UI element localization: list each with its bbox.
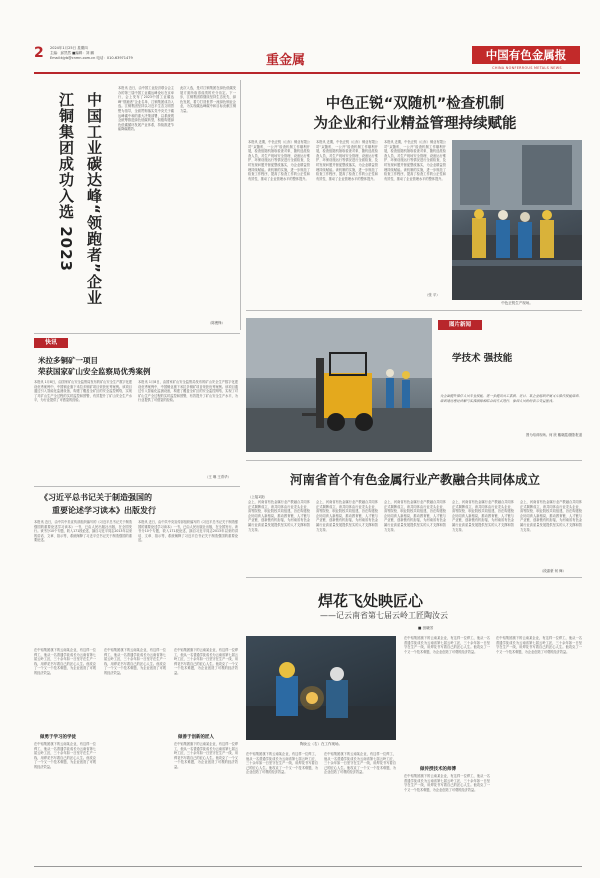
- henan-text-col4: 会上，河南省有色金属行业产教融合共同体正式揭牌成立，该共同体由行业龙头企业、高等院校、职业院校共同组建，旨在构建校企协同育人新格局，推动教育链、人才链与产业链、创新链有机衔接，为河南省有色金属行业高质量发展提供坚实的人才支撑和智力支持。: [452, 500, 514, 532]
- pic-news-title: 学技术 强技能: [452, 353, 513, 364]
- henan-text-col3: 会上，河南省有色金属行业产教融合共同体正式揭牌成立，该共同体由行业龙头企业、高等院校、职业院校共同组建，旨在构建校企协同育人新格局，推动教育链、人才链与产业链、创新链有机衔接，为河南省有色金属行业高质量发展提供坚实的人才支撑和智力支持。: [384, 500, 446, 532]
- yunnan-heading-3: 做传授技术的师傅: [420, 767, 456, 772]
- yunnan-heading-1: 做勇于学习的学徒: [40, 735, 76, 740]
- book-title-1: 《习近平总书记关于制造强国的: [40, 493, 152, 502]
- masthead-info: [50, 46, 160, 61]
- yunnan-subtitle: ——记云南省第七届云岭工匠陶汝云: [320, 611, 448, 620]
- main-article-photo: [452, 140, 582, 300]
- pic-news-caption: 为全面提升操作人员专业技能，进一步提高员工素质，近日，某企业组织开展叉车操作技能培训，培训通过理论讲解与实操演练相结合的方式进行，参训人员纷纷表示受益匪浅。: [440, 394, 582, 403]
- left-article-title-2: 江铜集团成功入选 2023: [57, 92, 75, 272]
- brief-credit: （王 琳 王青华）: [205, 475, 231, 479]
- yunnan-text-col5: 在中铝集团旗下的云南某企业，有这样一位焊工，他从一名普通学徒成长为云南省第七届云岭工匠，三十余年如一日坚守在生产一线，用焊花书写着自己的匠心人生。他攻克了一个又一个技术难题，为企业创造了可观的经济效益。: [324, 752, 396, 775]
- yunnan-text-col1b: 在中铝集团旗下的云南某企业，有这样一位焊工，他从一名普通学徒成长为云南省第七届云岭工匠，三十余年如一日坚守在生产一线，用焊花书写着自己的匠心人生。他攻克了一个又一个技术难题，为企业创造了可观的经济效益。: [34, 742, 96, 769]
- editor-line: 主编：邱然然 ■编辑：刘 鹏: [50, 51, 95, 55]
- paper-logo-en: CHINA NONFERROUS METALS NEWS: [492, 66, 562, 70]
- main-article-title-1: 中色正锐“双随机”检查机制: [325, 96, 505, 112]
- pic-news-credit: 图为培训现场。何 欣 戴晓霞/摄影报道: [526, 433, 582, 437]
- left-article-text-b: 此次入选，是对江铜集团在绿色低碳发展方面所取得成绩的充分肯定。下一步，江铜集团将继续坚持生态优先、绿色发展，着力打造世界一流绿色铜业企业，为实现碳达峰碳中和目标贡献江铜力量。: [180, 86, 236, 113]
- divider-h1: [34, 333, 240, 334]
- main-article-text-col1: 本报讯 近期，中色正锐（山东）铜业有限公司“双随机、一公开”检查机制工作顺利开展，检查组随机抽取检查对象、随机选派检查人员，对生产现场安全管理、设备运行维护、环保设施运行等情况进行全面检查，及时发现问题并督促整改落实，为企业精益管理持续赋能。该机制的实施，进一步规范了检查工作程序，提高了检查工作的公正性和有效性，推动了企业管理水平的整体提升。: [248, 140, 310, 181]
- forklift-image: [246, 318, 432, 452]
- henan-text-col2: 会上，河南省有色金属行业产教融合共同体正式揭牌成立，该共同体由行业龙头企业、高等院校、职业院校共同组建，旨在构建校企协同育人新格局，推动教育链、人才链与产业链、创新链有机衔接，为河南省有色金属行业高质量发展提供坚实的人才支撑和智力支持。: [316, 500, 378, 532]
- masthead-rule: [34, 72, 580, 74]
- page-number: 2: [34, 45, 44, 61]
- welding-photo-caption: 陶汝云（右）在工作现场。: [300, 742, 342, 746]
- divider-h3: [246, 310, 582, 311]
- pic-news-label: 图片新闻: [438, 320, 482, 330]
- date-line: 2024年1月25日 星期四: [50, 46, 88, 50]
- divider-h5: [246, 577, 582, 578]
- divider-v1: [240, 80, 241, 330]
- main-article-credit: （张 平）: [425, 293, 440, 297]
- henan-credit: （段嘉豪 何 燁）: [540, 569, 566, 573]
- brief-text-col2: 本报讯 1月8日，由国家矿山安全监察局发布的矿山安全生产数字化建设优秀案例中，中国铜业旗下米拉多铜矿项目荣获优秀案例。该项目通过引入智能化监测设备，构建了覆盖全矿区的安全监控网络，实现了对矿山生产全过程的实时监控和预警，有效提升了矿山安全生产水平，为行业提供了可借鉴的经验。: [138, 380, 238, 403]
- henan-title: 河南省首个有色金属行业产教融合共同体成立: [289, 472, 540, 487]
- section-title: 重金属: [266, 53, 306, 68]
- welding-photo: [246, 636, 396, 740]
- yunnan-text-col4: 在中铝集团旗下的云南某企业，有这样一位焊工，他从一名普通学徒成长为云南省第七届云岭工匠，三十余年如一日坚守在生产一线，用焊花书写着自己的匠心人生。他攻克了一个又一个技术难题，为企业创造了可观的经济效益。: [246, 752, 318, 775]
- main-article-text-col2: 本报讯 近期，中色正锐（山东）铜业有限公司“双随机、一公开”检查机制工作顺利开展，检查组随机抽取检查对象、随机选派检查人员，对生产现场安全管理、设备运行维护、环保设施运行等情况进行全面检查，及时发现问题并督促整改落实，为企业精益管理持续赋能。该机制的实施，进一步规范了检查工作程序，提高了检查工作的公正性和有效性，推动了企业管理水平的整体提升。: [316, 140, 378, 181]
- yunnan-title: 焊花飞处映匠心: [318, 592, 424, 610]
- brief-text-col1: 本报讯 1月8日，由国家矿山安全监察局发布的矿山安全生产数字化建设优秀案例中，中国铜业旗下米拉多铜矿项目荣获优秀案例。该项目通过引入智能化监测设备，构建了覆盖全矿区的安全监控网络，实现了对矿山生产全过程的实时监控和预警，有效提升了矿山安全生产水平，为行业提供了可借鉴的经验。: [34, 380, 132, 403]
- henan-text-col5: 会上，河南省有色金属行业产教融合共同体正式揭牌成立，该共同体由行业龙头企业、高等院校、职业院校共同组建，旨在构建校企协同育人新格局，推动教育链、人才链与产业链、创新链有机衔接，为河南省有色金属行业高质量发展提供坚实的人才支撑和智力支持。: [520, 500, 582, 532]
- left-article-text-a: 本报讯 近日，由中国工业经济联合会主办的第三届中国工业碳达峰论坛在京举行，会上发布了2023中国工业碳达峰“领跑者”企业名单，江铜集团成功入选。江铜集团坚持以习近平生态文明思想为指导，全面贯彻落实党中央关于碳达峰碳中和的重大决策部署，以系统观念统筹推进绿色低碳转型，积极构建绿色低碳循环发展产业体系，持续推进节能降碳增效。: [118, 86, 174, 132]
- forklift-photo: [246, 318, 432, 452]
- henan-text-col1: 会上，河南省有色金属行业产教融合共同体正式揭牌成立，该共同体由行业龙头企业、高等院校、职业院校共同组建，旨在构建校企协同育人新格局，推动教育链、人才链与产业链、创新链有机衔接，为河南省有色金属行业高质量发展提供坚实的人才支撑和智力支持。: [248, 500, 310, 532]
- henan-dateline: （上接1版）: [248, 495, 268, 499]
- left-article-credit: （陈俊锋）: [208, 321, 225, 325]
- book-title-2: 重要论述学习读本》出版发行: [52, 506, 156, 515]
- factory-workers-image: [452, 140, 582, 300]
- left-article-title-1: 中国工业碳达峰“领跑者”企业: [85, 92, 103, 306]
- divider-h4: [246, 460, 582, 461]
- yunnan-author: ■ 田晓芳: [418, 626, 434, 630]
- yunnan-heading-2: 做善于创新的匠人: [178, 735, 214, 740]
- yunnan-text-col6: 在中铝集团旗下的云南某企业，有这样一位焊工，他从一名普通学徒成长为云南省第七届云岭工匠，三十余年如一日坚守在生产一线，用焊花书写着自己的匠心人生。他攻克了一个又一个技术难题，为企业创造了可观的经济效益。: [404, 636, 490, 654]
- phone: 电话：010-63971479: [96, 56, 133, 60]
- yunnan-text-col6b: 在中铝集团旗下的云南某企业，有这样一位焊工，他从一名普通学徒成长为云南省第七届云岭工匠，三十余年如一日坚守在生产一线，用焊花书写着自己的匠心人生。他攻克了一个又一个技术难题，为企业创造了可观的经济效益。: [404, 774, 490, 792]
- brief-title-1: 米拉多铜矿一项目: [38, 356, 98, 365]
- footer-rule: [34, 866, 582, 867]
- divider-h2: [34, 486, 240, 487]
- main-article-text-col3: 本报讯 近期，中色正锐（山东）铜业有限公司“双随机、一公开”检查机制工作顺利开展，检查组随机抽取检查对象、随机选派检查人员，对生产现场安全管理、设备运行维护、环保设施运行等情况进行全面检查，及时发现问题并督促整改落实，为企业精益管理持续赋能。该机制的实施，进一步规范了检查工作程序，提高了检查工作的公正性和有效性，推动了企业管理水平的整体提升。: [384, 140, 446, 181]
- welder-image: [246, 636, 396, 740]
- book-text-col2: 本报讯 近日，由中共中央宣传部组织编写的《习近平总书记关于制造强国的重要论述学习读本》一书，已由人民出版社出版，在全国发行。该书分10个专题，收入171段论述，摘自习近平同志2013年以来的讲话、文章、指示等，系统阐释了习近平总书记关于制造强国的重要论述。: [138, 520, 238, 543]
- yunnan-text-col2: 在中铝集团旗下的云南某企业，有这样一位焊工，他从一名普通学徒成长为云南省第七届云岭工匠，三十余年如一日坚守在生产一线，用焊花书写着自己的匠心人生。他攻克了一个又一个技术难题，为企业创造了可观的经济效益。: [104, 648, 166, 675]
- main-photo-caption: 中色正锐生产现场。: [501, 301, 533, 305]
- main-article-title-2: 为企业和行业精益管理持续赋能: [313, 116, 517, 132]
- email: Email:kjyb@cnmn.com.cn: [50, 56, 96, 60]
- yunnan-text-col7: 在中铝集团旗下的云南某企业，有这样一位焊工，他从一名普通学徒成长为云南省第七届云岭工匠，三十余年如一日坚守在生产一线，用焊花书写着自己的匠心人生。他攻克了一个又一个技术难题，为企业创造了可观的经济效益。: [496, 636, 582, 654]
- yunnan-text-col1: 在中铝集团旗下的云南某企业，有这样一位焊工，他从一名普通学徒成长为云南省第七届云岭工匠，三十余年如一日坚守在生产一线，用焊花书写着自己的匠心人生。他攻克了一个又一个技术难题，为企业创造了可观的经济效益。: [34, 648, 96, 675]
- yunnan-text-col3: 在中铝集团旗下的云南某企业，有这样一位焊工，他从一名普通学徒成长为云南省第七届云岭工匠，三十余年如一日坚守在生产一线，用焊花书写着自己的匠心人生。他攻克了一个又一个技术难题，为企业创造了可观的经济效益。: [174, 648, 238, 675]
- brief-title-2: 荣获国家矿山安全监察局优秀案例: [38, 367, 151, 376]
- yunnan-text-col3b: 在中铝集团旗下的云南某企业，有这样一位焊工，他从一名普通学徒成长为云南省第七届云岭工匠，三十余年如一日坚守在生产一线，用焊花书写着自己的匠心人生。他攻克了一个又一个技术难题，为企业创造了可观的经济效益。: [174, 742, 238, 769]
- paper-logo: 中国有色金属报: [472, 46, 580, 64]
- book-text-col1: 本报讯 近日，由中共中央宣传部组织编写的《习近平总书记关于制造强国的重要论述学习读本》一书，已由人民出版社出版，在全国发行。该书分10个专题，收入171段论述，摘自习近平同志2013年以来的讲话、文章、指示等，系统阐释了习近平总书记关于制造强国的重要论述。: [34, 520, 132, 543]
- brief-label: 快讯: [34, 338, 68, 348]
- contact-line: [50, 56, 160, 61]
